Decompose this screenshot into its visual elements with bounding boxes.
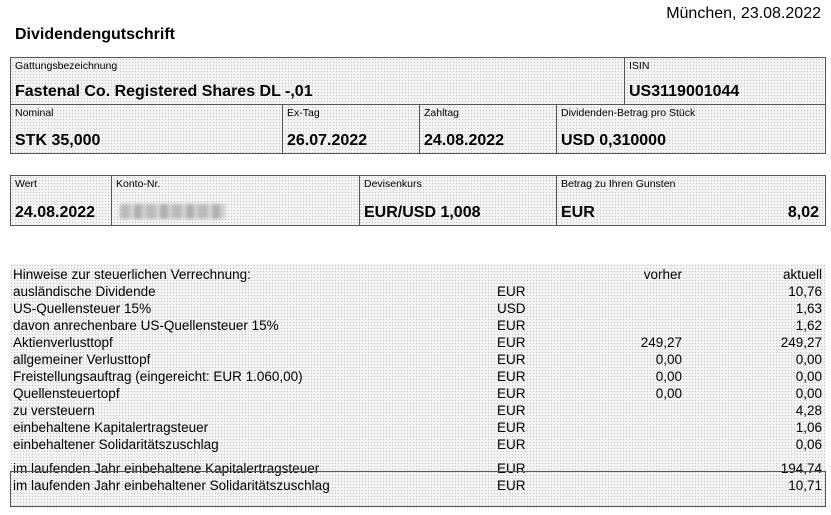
- nominal-label: Nominal: [15, 107, 54, 119]
- betrag-label: Betrag zu Ihren Gunsten: [561, 178, 676, 190]
- tax-row-label: davon anrechenbare US-Quellensteuer 15%: [13, 318, 279, 333]
- place-date: München, 23.08.2022: [666, 5, 821, 22]
- tax-row-label: Aktienverlusttopf: [13, 335, 113, 350]
- isin-value: US3119001044: [629, 83, 740, 100]
- column-header-aktuell: aktuell: [782, 267, 822, 282]
- tax-row: [10, 334, 826, 351]
- betrag-currency: EUR: [561, 204, 595, 221]
- zahltag-label: Zahltag: [424, 107, 460, 119]
- tax-header-row: [10, 266, 826, 283]
- nominal-value: STK 35,000: [15, 132, 101, 149]
- konto-cell: [112, 176, 360, 225]
- wert-cell: [11, 176, 112, 225]
- tax-row-label: einbehaltene Kapitalertragsteuer: [13, 420, 209, 435]
- tax-row-aktuell: 249,27: [780, 335, 822, 350]
- tax-row-currency: EUR: [497, 318, 526, 333]
- tax-row-vorher: 249,27: [640, 335, 682, 350]
- betrag-cell: [557, 176, 825, 225]
- tax-row: [10, 419, 826, 436]
- wert-label: Wert: [15, 178, 37, 190]
- tax-row: [10, 368, 826, 385]
- tax-row-aktuell: 194,74: [780, 461, 822, 476]
- tax-row-currency: EUR: [497, 478, 526, 493]
- devisen-value: EUR/USD 1,008: [364, 204, 481, 221]
- tax-row: [10, 351, 826, 368]
- tax-row: [10, 436, 826, 453]
- column-header-vorher: vorher: [643, 267, 682, 282]
- tax-row-label: zu versteuern: [13, 403, 95, 418]
- betrag-value: 8,02: [787, 204, 819, 221]
- isin-label: ISIN: [629, 60, 650, 72]
- tax-row-vorher: 0,00: [655, 386, 682, 401]
- tax-row-aktuell: 1,62: [795, 318, 822, 333]
- extag-value: 26.07.2022: [287, 132, 368, 149]
- tax-row: [10, 300, 826, 317]
- wert-value: 24.08.2022: [15, 204, 96, 221]
- tax-row-label: ausländische Dividende: [13, 284, 156, 299]
- tax-row-currency: USD: [497, 301, 526, 316]
- tax-row-aktuell: 10,76: [788, 284, 822, 299]
- tax-row-aktuell: 1,06: [795, 420, 822, 435]
- nominal-cell: [11, 105, 283, 153]
- tax-row-vorher: 0,00: [655, 369, 682, 384]
- tax-row-currency: EUR: [497, 420, 526, 435]
- tax-row: [10, 385, 826, 402]
- tax-row-label: einbehaltener Solidaritätszuschlag: [13, 437, 219, 452]
- devisen-label: Devisenkurs: [364, 178, 422, 190]
- tax-row: [10, 317, 826, 334]
- tax-row-vorher: 0,00: [655, 352, 682, 367]
- tax-row-label: Freistellungsauftrag (eingereicht: EUR 1.060,00): [13, 369, 303, 384]
- tax-row-currency: EUR: [497, 386, 526, 401]
- zahltag-value: 24.08.2022: [424, 132, 505, 149]
- isin-cell: [625, 58, 825, 105]
- konto-label: Konto-Nr.: [116, 178, 161, 190]
- tax-row-label: allgemeiner Verlusttopf: [13, 352, 151, 367]
- tax-row-currency: EUR: [497, 461, 526, 476]
- tax-row-label: im laufenden Jahr einbehaltene Kapitalertragsteuer: [13, 461, 320, 476]
- year-to-date-box: [10, 471, 826, 507]
- redacted-account-number: [120, 204, 225, 219]
- tax-row-currency: EUR: [497, 352, 526, 367]
- devisen-cell: [360, 176, 557, 225]
- dividend-cell: [557, 105, 825, 153]
- extag-cell: [283, 105, 420, 153]
- tax-row-currency: EUR: [497, 335, 526, 350]
- payment-box: [10, 175, 826, 226]
- dividend-value: USD 0,310000: [561, 132, 666, 149]
- tax-row-aktuell: 0,00: [795, 352, 822, 367]
- security-details-box: [10, 57, 826, 154]
- tax-row-label: US-Quellensteuer 15%: [13, 301, 152, 316]
- tax-row-currency: EUR: [497, 437, 526, 452]
- tax-row: [10, 283, 826, 300]
- tax-notes-section: [10, 264, 826, 508]
- tax-row-currency: EUR: [497, 369, 526, 384]
- tax-heading: Hinweise zur steuerlichen Verrechnung:: [13, 267, 251, 282]
- tax-row-label: Quellensteuertopf: [13, 386, 120, 401]
- tax-row-aktuell: 0,00: [795, 386, 822, 401]
- tax-row-aktuell: 0,06: [795, 437, 822, 452]
- document-title: Dividendengutschrift: [15, 26, 176, 43]
- tax-row-currency: EUR: [497, 284, 526, 299]
- zahltag-cell: [420, 105, 557, 153]
- extag-label: Ex-Tag: [287, 107, 320, 119]
- tax-row: [10, 402, 826, 419]
- tax-row-aktuell: 1,63: [795, 301, 822, 316]
- security-name-value: Fastenal Co. Registered Shares DL -,01: [15, 83, 313, 100]
- dividend-label: Dividenden-Betrag pro Stück: [561, 107, 696, 119]
- tax-row-currency: EUR: [497, 403, 526, 418]
- tax-row-aktuell: 4,28: [795, 403, 822, 418]
- tax-row-label: im laufenden Jahr einbehaltener Solidaritätszuschlag: [13, 478, 330, 493]
- security-name-label: Gattungsbezeichnung: [15, 60, 118, 72]
- tax-row-aktuell: 0,00: [795, 369, 822, 384]
- security-name-cell: [11, 58, 625, 105]
- tax-row-aktuell: 10,71: [788, 478, 822, 493]
